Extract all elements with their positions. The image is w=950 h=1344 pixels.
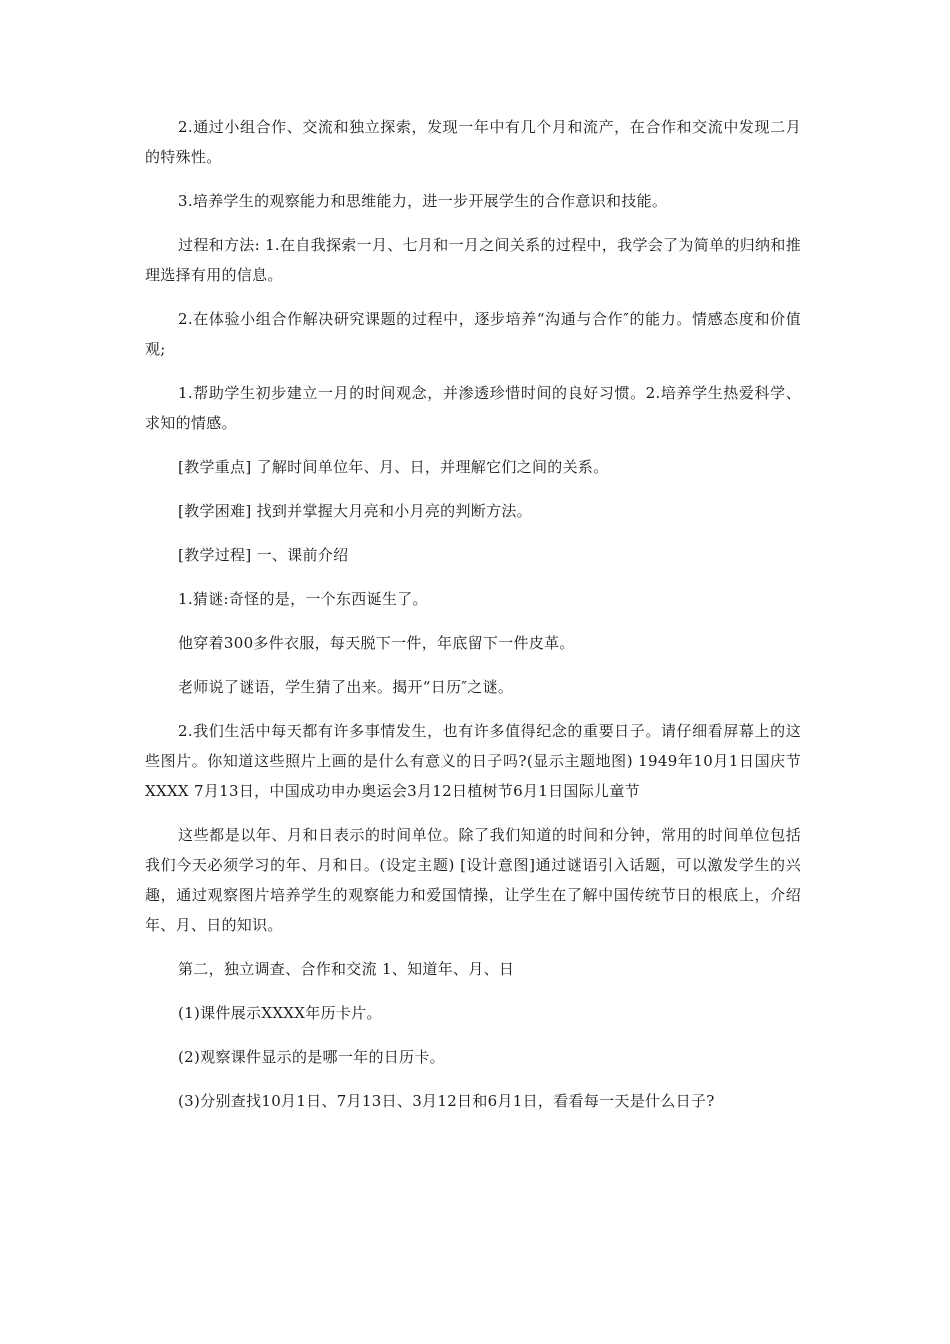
paragraph-teaching-focus: [教学重点] 了解时间单位年、月、日，并理解它们之间的关系。	[178, 458, 609, 476]
paragraph-process-method-1: 过程和方法: 1.在自我探索一月、七月和一月之间关系的过程中，我学会了为简单的归纳和推理选择有用的信息。	[145, 236, 801, 284]
paragraph-emotion-values: 1.帮助学生初步建立一月的时间观念，并渗透珍惜时间的良好习惯。2.培养学生热爱科学、求知的情感。	[145, 384, 801, 432]
paragraph-objective-2: 2.通过小组合作、交流和独立探索，发现一年中有几个月和流产，在合作和交流中发现二月的特殊性。	[145, 118, 801, 166]
paragraph-process-method-2: 2.在体验小组合作解决研究课题的过程中，逐步培养“沟通与合作″的能力。情感态度和价值观;	[145, 310, 801, 358]
paragraph-riddle-1: 1.猜谜:奇怪的是，一个东西诞生了。	[178, 590, 428, 608]
paragraph-time-units: 这些都是以年、月和日表示的时间单位。除了我们知道的时间和分钟，常用的时间单位包括我们今天必须学习的年、月和日。(设定主题) [设计意图]通过谜语引入话题，可以激发学生的兴趣，通过观察图片培养学生的观察能力和爱国情操，让学生在了解中国传统节日的根底上，介绍年、月、日的知识。	[145, 826, 801, 934]
paragraph-step-3: (3)分别查找10月1日、7月13日、3月12日和6月1日，看看每一天是什么日子?	[178, 1092, 715, 1110]
document-body	[145, 112, 801, 1130]
paragraph-objective-3: 3.培养学生的观察能力和思维能力，进一步开展学生的合作意识和技能。	[178, 192, 668, 210]
paragraph-section-two: 第二，独立调查、合作和交流 1、知道年、月、日	[178, 960, 515, 978]
paragraph-teaching-difficulty: [教学困难] 找到并掌握大月亮和小月亮的判断方法。	[178, 502, 532, 520]
paragraph-teaching-process: [教学过程] 一、课前介绍	[178, 546, 349, 564]
paragraph-riddle-answer: 老师说了谜语，学生猜了出来。揭开“日历″之谜。	[178, 678, 514, 696]
paragraph-important-days: 2.我们生活中每天都有许多事情发生，也有许多值得纪念的重要日子。请仔细看屏幕上的这些图片。你知道这些照片上画的是什么有意义的日子吗?(显示主题地图) 1949年10月1日国庆节XXXX 7月13日，中国成功申办奥运会3月12日植树节6月1日国际儿童节	[145, 722, 801, 800]
paragraph-step-1: (1)课件展示XXXX年历卡片。	[178, 1004, 382, 1022]
paragraph-step-2: (2)观察课件显示的是哪一年的日历卡。	[178, 1048, 445, 1066]
paragraph-riddle-2: 他穿着300多件衣服，每天脱下一件，年底留下一件皮革。	[178, 634, 575, 652]
